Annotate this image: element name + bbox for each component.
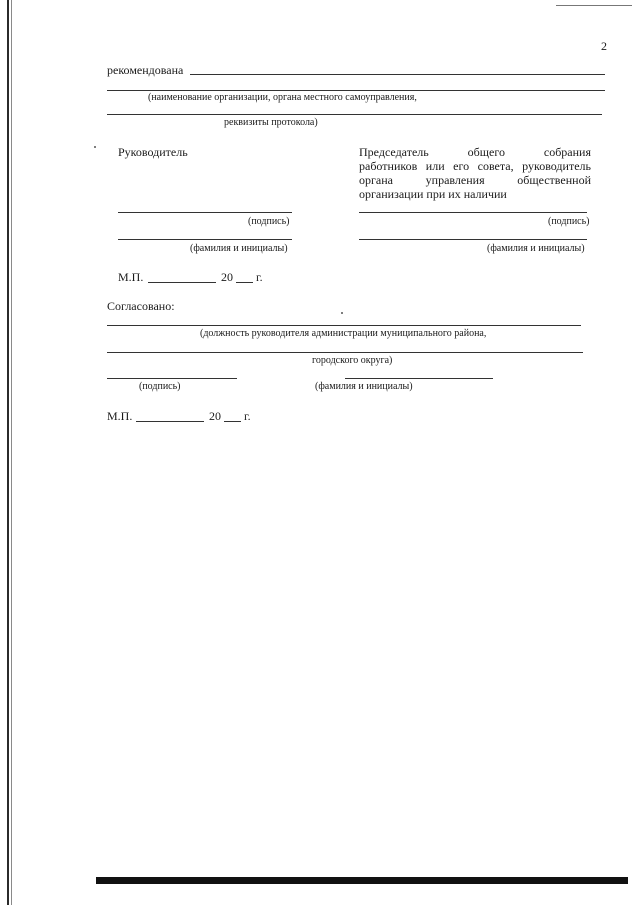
head-signature-caption: (подпись) <box>248 216 290 227</box>
agreed-signature-line <box>107 378 237 379</box>
stamp2-suffix: г. <box>244 409 251 423</box>
chairman-signature-caption: (подпись) <box>548 216 590 227</box>
stamp2-year-line <box>224 421 241 422</box>
head-signature-line <box>118 212 292 213</box>
scan-edge-left <box>7 0 9 905</box>
chairman-signature-line <box>359 212 587 213</box>
head-name-caption: (фамилия и инициалы) <box>190 243 288 254</box>
position-caption: (должность руководителя администрации муниципального района, <box>200 328 487 339</box>
scan-speck <box>94 146 96 148</box>
agreed-signature-caption: (подпись) <box>139 381 181 392</box>
scan-edge-left-inner <box>11 0 12 905</box>
stamp-year: 20 <box>221 270 233 284</box>
head-label: Руководитель <box>118 145 188 159</box>
agreed-label: Согласовано: <box>107 299 175 313</box>
stamp2-mp: М.П. <box>107 409 133 423</box>
stamp-date-line <box>148 282 216 283</box>
chairman-line-2: работников или его совета, руководитель <box>359 159 591 173</box>
chairman-line-4: организации при их наличии <box>359 187 507 201</box>
chairman-name-caption: (фамилия и инициалы) <box>487 243 585 254</box>
protocol-line <box>107 114 602 115</box>
scan-speck <box>341 312 343 314</box>
agreed-name-line <box>345 378 493 379</box>
recommended-line <box>190 74 605 75</box>
district-line <box>107 352 583 353</box>
stamp-suffix: г. <box>256 270 263 284</box>
stamp2-date-line <box>136 421 204 422</box>
agreed-name-caption: (фамилия и инициалы) <box>315 381 413 392</box>
chairman-line-3: органа управления общественной <box>359 173 591 187</box>
scan-edge-top <box>556 5 632 6</box>
recommended-label: рекомендована <box>107 63 184 77</box>
protocol-caption: реквизиты протокола) <box>224 117 318 128</box>
chairman-line-1: Председатель общего собрания <box>359 145 591 159</box>
stamp-mp: М.П. <box>118 270 144 284</box>
stamp-year-line <box>236 282 253 283</box>
district-caption: городского округа) <box>312 355 393 366</box>
position-line <box>107 325 581 326</box>
page-number: 2 <box>601 39 607 53</box>
head-name-line <box>118 239 292 240</box>
chairman-name-line <box>359 239 587 240</box>
stamp2-year: 20 <box>209 409 221 423</box>
org-caption: (наименование организации, органа местного самоуправления, <box>148 92 417 103</box>
org-line <box>107 90 605 91</box>
scan-edge-bottom <box>96 877 628 884</box>
